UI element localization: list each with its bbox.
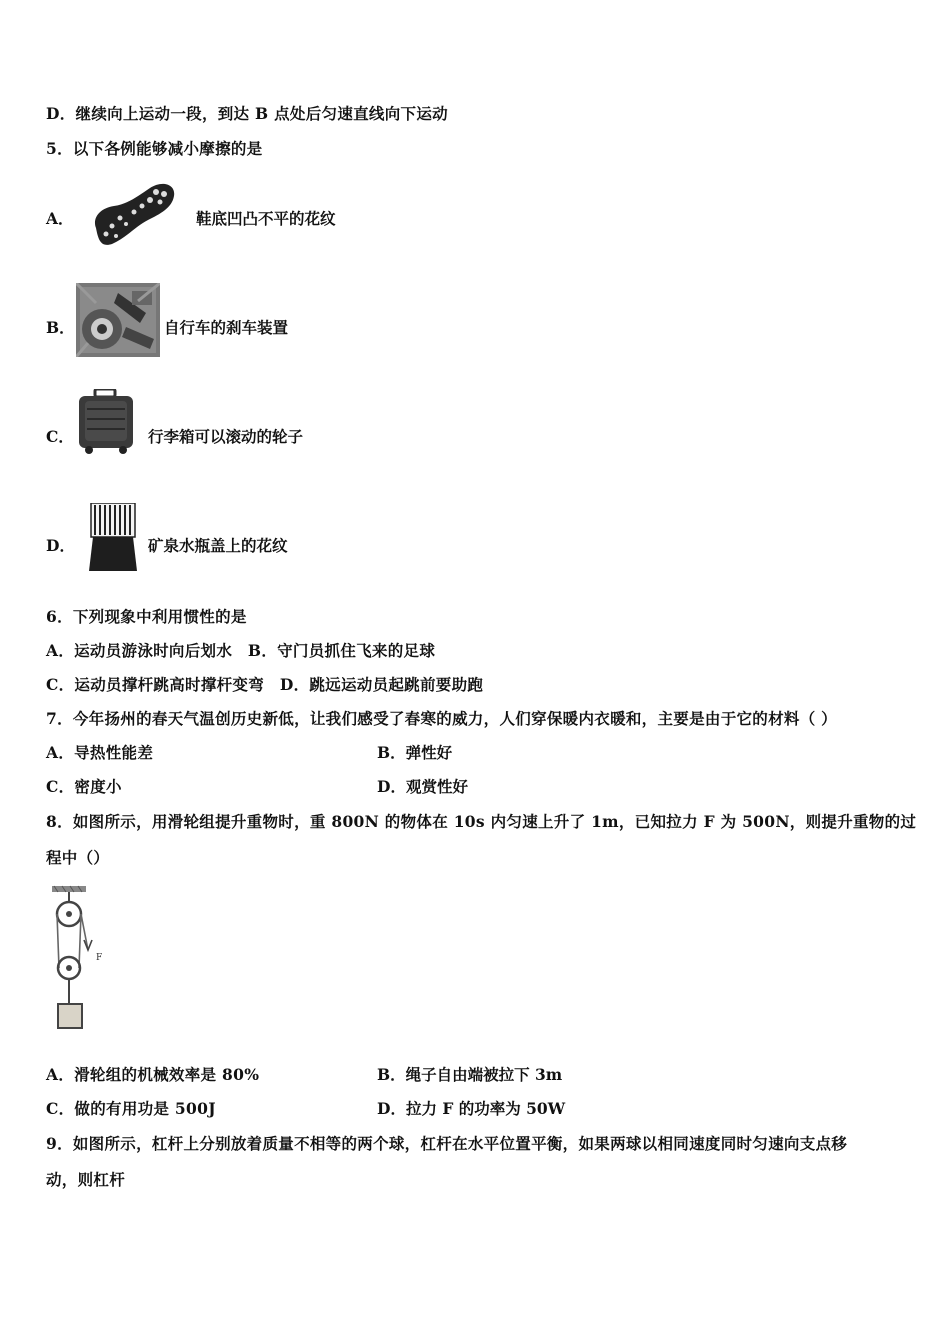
force-f-label: F [96,953,103,963]
q5-option-b-label: B． [46,318,75,337]
suitcase-image [77,389,137,455]
q5-option-c-text: 行李箱可以滚动的轮子 [148,427,304,446]
pulley-system-figure [46,884,110,1034]
q5-option-b-text: 自行车的刹车装置 [164,318,289,337]
q5-option-a-label: A． [46,209,74,228]
q7-stem: 7．今年扬州的春天气温创历史新低，让我们感受了春寒的威力，人们穿保暖内衣暖和，主要是由于它的材料（ ） [46,709,837,728]
q9-stem-line2: 动，则杠杆 [46,1170,126,1189]
q8-option-b: B．绳子自由端被拉下 3m [377,1065,563,1084]
q8-option-c: C．做的有用功是 500J [46,1099,216,1118]
bottle-cap-image [85,503,141,573]
q5-stem: 5．以下各例能够减小摩擦的是 [46,139,263,158]
q5-option-d-label: D． [46,536,75,555]
q4-option-d: D．继续向上运动一段，到达 B 点处后匀速直线向下运动 [46,104,448,123]
q7-option-c: C．密度小 [46,777,122,796]
q8-stem-line2: 程中（） [46,848,110,867]
q5-option-d-text: 矿泉水瓶盖上的花纹 [148,536,288,555]
q5-option-c-label: C． [46,427,74,446]
q8-option-a: A．滑轮组的机械效率是 80% [46,1065,260,1084]
q6-options-cd: C．运动员撑杆跳高时撑杆变弯 D．跳远运动员起跳前要助跑 [46,675,484,694]
q6-stem: 6．下列现象中利用惯性的是 [46,607,247,626]
q7-option-b: B．弹性好 [377,743,453,762]
q7-option-a: A．导热性能差 [46,743,154,762]
q5-option-a-text: 鞋底凹凸不平的花纹 [196,209,336,228]
q8-stem-line1: 8．如图所示，用滑轮组提升重物时，重 800N 的物体在 10s 内匀速上升了 1m，已知拉力 F 为 500N，则提升重物的过 [46,812,917,831]
shoe-sole-image [90,178,180,250]
q7-option-d: D．观赏性好 [377,777,468,796]
bicycle-brake-image [76,283,160,357]
q8-option-d: D．拉力 F 的功率为 50W [377,1099,566,1118]
q6-options-ab: A．运动员游泳时向后划水 B．守门员抓住飞来的足球 [46,641,436,660]
q9-stem-line1: 9．如图所示，杠杆上分别放着质量不相等的两个球，杠杆在水平位置平衡，如果两球以相同速度同时匀速向支点移 [46,1134,848,1153]
